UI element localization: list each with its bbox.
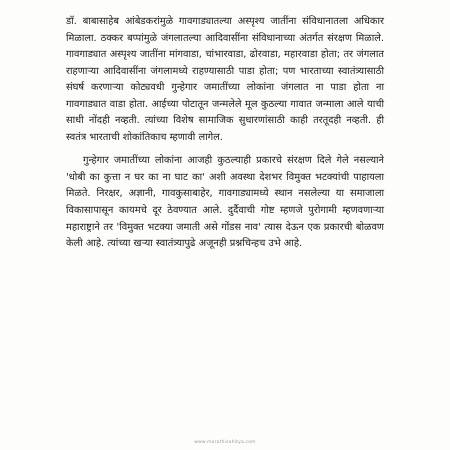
- page-watermark: www.marathisahitya.com: [194, 440, 256, 445]
- paragraph-1: डॉ. बाबासाहेब आंबेडकरांमुळे गावगाड्यातल्या अस्पृश्य जातींना संविधानातला अधिकार मिळाला. ठक्कर बप्पांमुळे जंगलातल्या आदिवासींना संविधानाच्या अंतर्गत संरक्षण मिळाले. गावगाड्यात अस्पृश्य जातींना मांगवाडा, चांभारवाडा, ढोरवाडा, महारवाडा होता; तर जंगलात राहणाऱ्या आदिवासींना जंगलामध्ये राहण्यासाठी पाडा होता; पण भारताच्या स्वातंत्र्यासाठी संघर्ष करणाऱ्या कोट्यवधी गुन्हेगार जमातींच्या लोकांना जंगलात ना पाडा होता ना गावगाड्यात वाडा होता. आईच्या पोटातून जन्मलेले मूल कुठल्या गावात जन्माला आले याची साधी नोंदही नव्हती. त्यांच्या विशेष सामाजिक सुधारणांसाठी काही तरतूदही नव्हती. ही स्वतंत्र भारताची शोकांतिकाच म्हणावी लागेल.: [66, 16, 384, 143]
- body-text: [66, 14, 384, 253]
- paragraph-2: गुन्हेगार जमातींच्या लोकांना आजही कुठल्याही प्रकारचे संरक्षण दिले गेले नसल्याने 'धोबी का कुत्ता न घर का ना घाट का' अशी अवस्था देशभर विमुक्त भटक्यांची पाहायला मिळते. निरक्षर, अज्ञानी, गावकुसाबाहेर, गावगाड्यामध्ये स्थान नसलेल्या या समाजाला विकासापासून कायमचे दूर ठेवण्यात आले. दुर्दैवाची गोष्ट म्हणजे पुरोगामी म्हणवणाऱ्या महाराष्ट्राने तर 'विमुक्त भटक्या जमाती असे गोंडस नाव' त्यास देऊन एक प्रकारची बोळवण केली आहे. त्यांच्या खऱ्या स्वातंत्र्यापुढे अजूनही प्रश्नचिन्हच उभे आहे.: [66, 155, 384, 250]
